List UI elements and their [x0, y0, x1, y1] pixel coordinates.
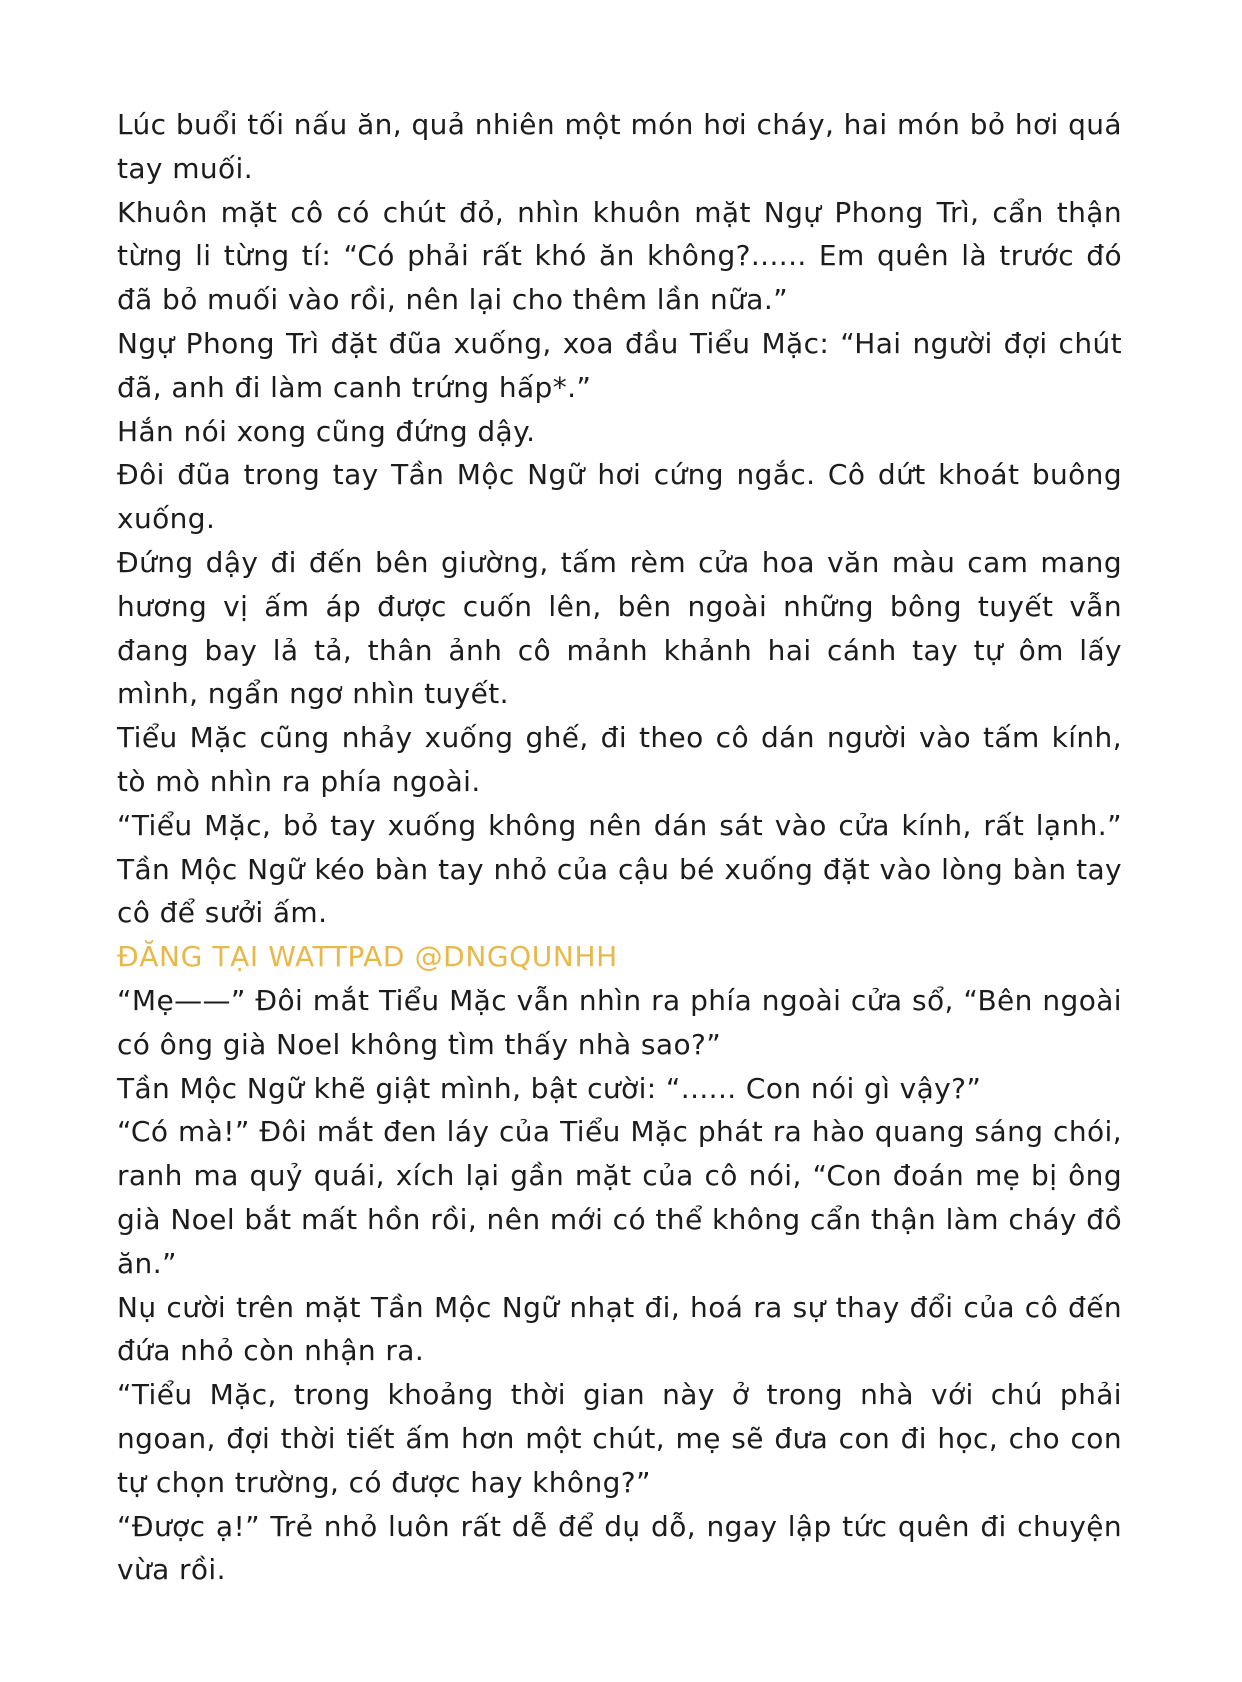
paragraph: Khuôn mặt cô có chút đỏ, nhìn khuôn mặt Ngự Phong Trì, cẩn thận từng li từng tí: “Có phải rất khó ăn không?...... Em quên là trước đó đã bỏ muối vào rồi, nên lại cho thêm lần nữa.” [117, 195, 1122, 317]
paragraph: “Mẹ——” Đôi mắt Tiểu Mặc vẫn nhìn ra phía ngoài cửa sổ, “Bên ngoài có ông già Noel không tìm thấy nhà sao?” [117, 983, 1122, 1061]
paragraph: Đứng dậy đi đến bên giường, tấm rèm cửa hoa văn màu cam mang hương vị ấm áp được cuốn lên, bên ngoài những bông tuyết vẫn đang bay lả tả, thân ảnh cô mảnh khảnh hai cánh tay tự ôm lấy mình, ngẩn ngơ nhìn tuyết. [117, 545, 1122, 711]
paragraph: Nụ cười trên mặt Tần Mộc Ngữ nhạt đi, hoá ra sự thay đổi của cô đến đứa nhỏ còn nhận ra. [117, 1290, 1122, 1368]
paragraph: Tần Mộc Ngữ khẽ giật mình, bật cười: “...... Con nói gì vậy?” [117, 1071, 982, 1105]
paragraph: Hắn nói xong cũng đứng dậy. [117, 414, 536, 448]
paragraph: Đôi đũa trong tay Tần Mộc Ngữ hơi cứng ngắc. Cô dứt khoát buông xuống. [117, 458, 1122, 536]
paragraph: Lúc buổi tối nấu ăn, quả nhiên một món hơi cháy, hai món bỏ hơi quá tay muối. [117, 108, 1122, 185]
paragraph: Tiểu Mặc cũng nhảy xuống ghế, đi theo cô dán người vào tấm kính, tò mò nhìn ra phía ngoài. [117, 721, 1122, 798]
paragraph: “Tiểu Mặc, bỏ tay xuống không nên dán sát vào cửa kính, rất lạnh.” Tần Mộc Ngữ kéo bàn tay nhỏ của cậu bé xuống đặt vào lòng bàn tay cô để sưởi ấm. [117, 808, 1122, 930]
paragraph: “Được ạ!” Trẻ nhỏ luôn rất dễ để dụ dỗ, ngay lập tức quên đi chuyện vừa rồi. [117, 1509, 1122, 1587]
paragraph: “Tiểu Mặc, trong khoảng thời gian này ở trong nhà với chú phải ngoan, đợi thời tiết ấm hơn một chút, mẹ sẽ đưa con đi học, cho con tự chọn trường, có được hay không?” [117, 1378, 1122, 1499]
document-page [117, 103, 1122, 1592]
paragraph: “Có mà!” Đôi mắt đen láy của Tiểu Mặc phát ra hào quang sáng chói, ranh ma quỷ quái, xích lại gần mặt của cô nói, “Con đoán mẹ bị ông già Noel bắt mất hồn rồi, nên mới có thể không cẩn thận làm cháy đồ ăn.” [117, 1115, 1122, 1280]
watermark-text: ĐĂNG TẠI WATTPAD @DNGQUNHH [117, 940, 618, 974]
paragraph: Ngự Phong Trì đặt đũa xuống, xoa đầu Tiểu Mặc: “Hai người đợi chút đã, anh đi làm canh trứng hấp*.” [117, 326, 1122, 404]
